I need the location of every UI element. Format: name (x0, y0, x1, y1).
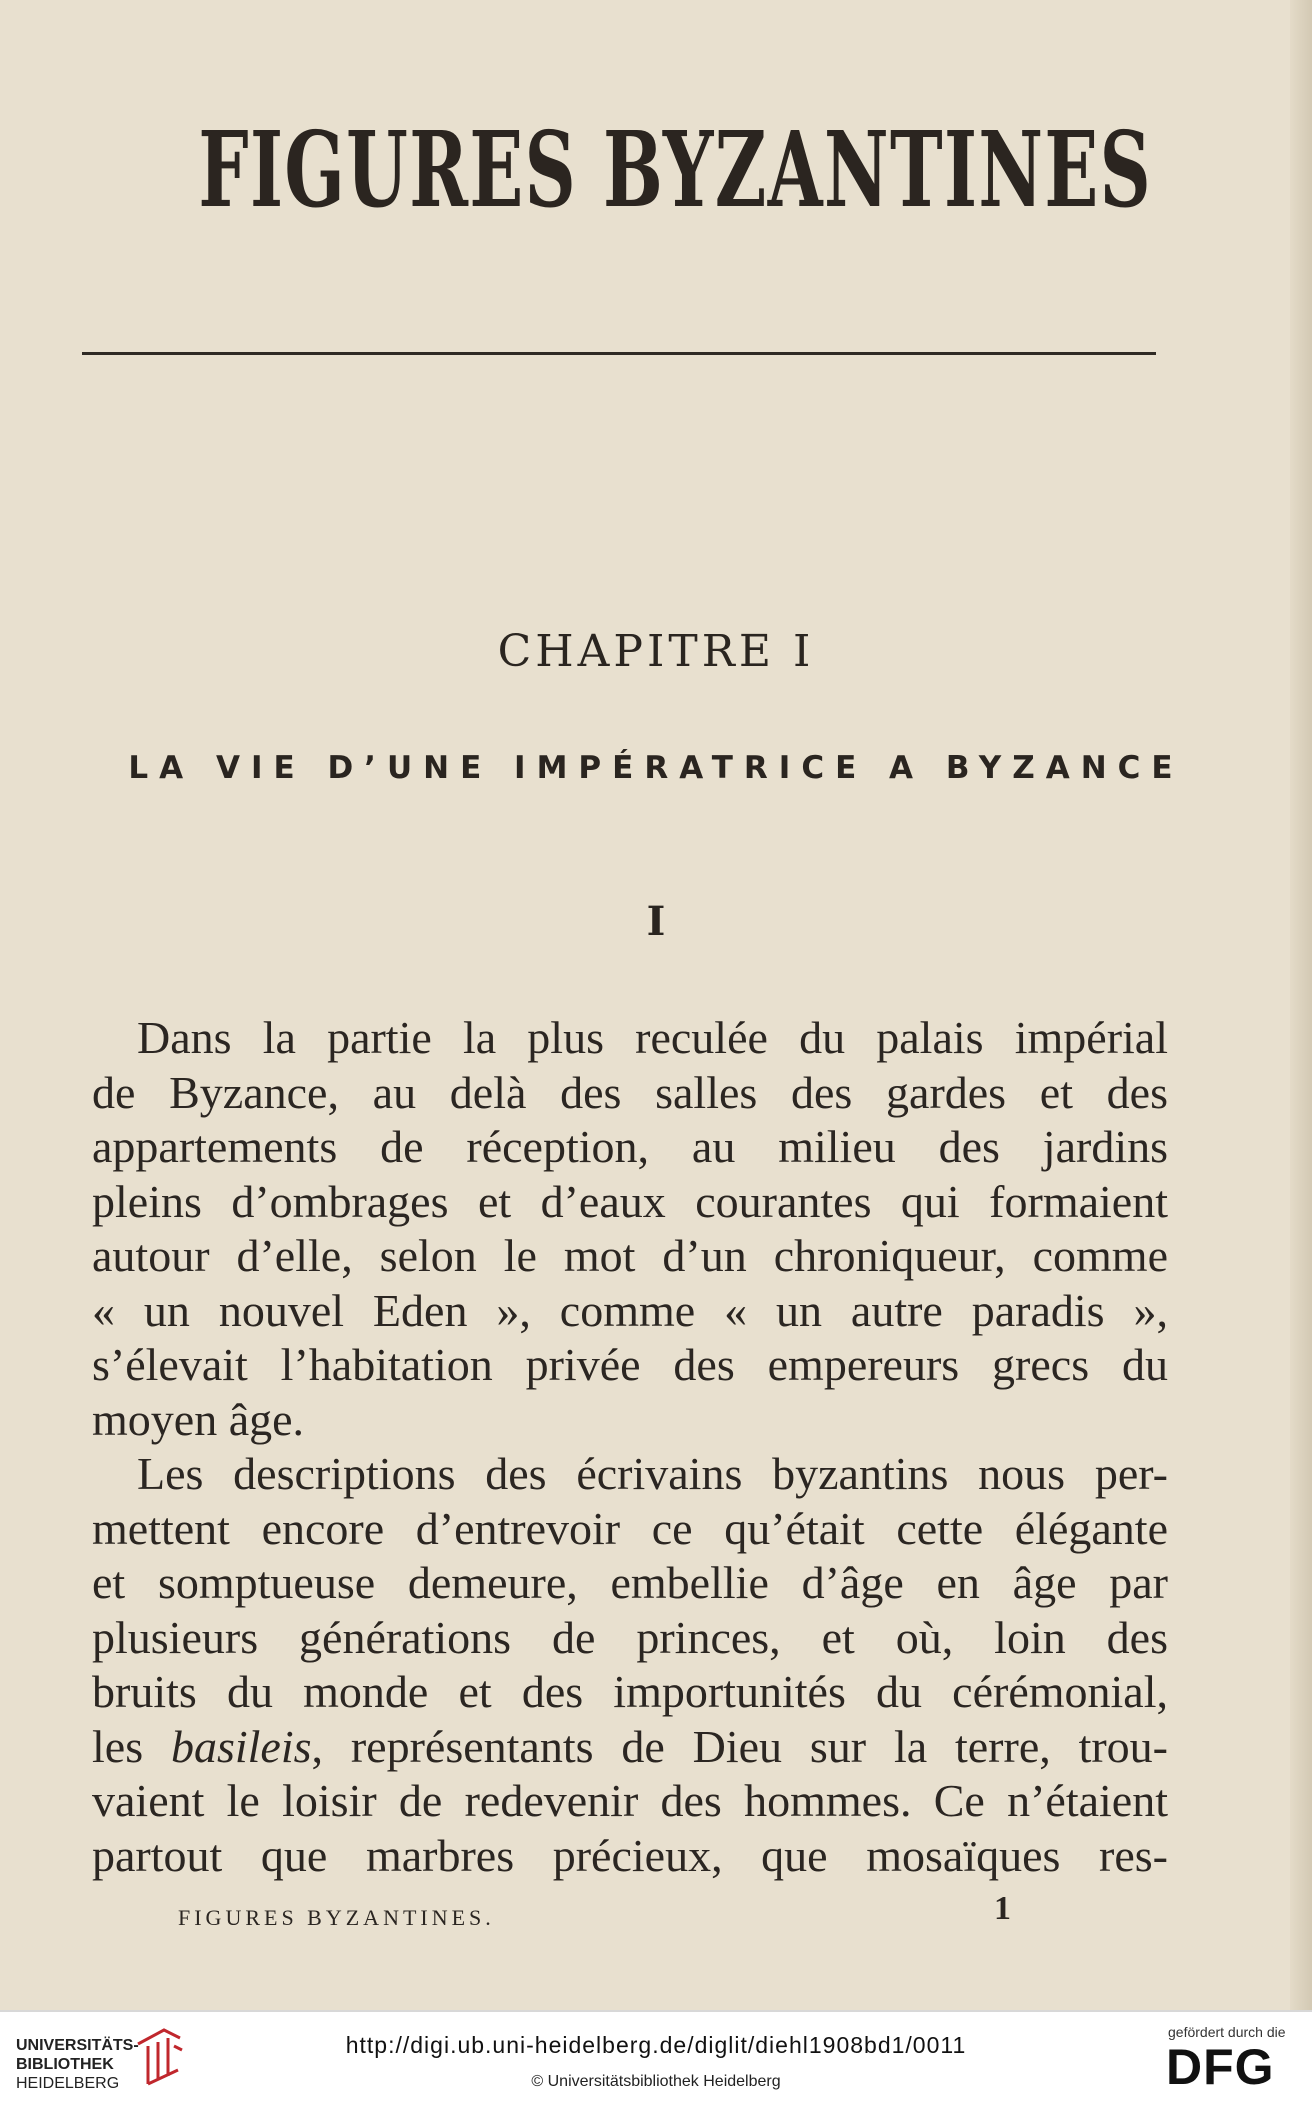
permalink-url[interactable]: http://digi.ub.uni-heidelberg.de/diglit/diehl1908bd1/0011 (345, 2032, 967, 2058)
text-line: s’élevait l’habitation privée des empereurs grecs du (92, 1339, 1168, 1390)
text-line-mixed (92, 1720, 1168, 1775)
page-edge-shadow (1290, 0, 1312, 2010)
text-line: de Byzance, au delà des salles des gardes et des (92, 1066, 1168, 1118)
running-title: FIGURES BYZANTINES (198, 108, 1153, 231)
text-line: plusieurs générations de princes, et où, loin des (92, 1611, 1168, 1663)
text-line: « un nouvel Eden », comme « un autre paradis », (92, 1284, 1168, 1336)
text-line: bruits du monde et des importunités du cérémonial, (92, 1666, 1168, 1717)
text-line: mettent encore d’entrevoir ce qu’était cette élégante (92, 1502, 1168, 1554)
body-text (92, 1011, 1168, 1883)
title-rule (82, 352, 1156, 355)
text-run: les (92, 1720, 144, 1772)
chapter-title: LA VIE D’UNE IMPÉRATRICE A BYZANCE (128, 750, 1184, 786)
text-line: Les descriptions des écrivains byzantins nous per- (137, 1448, 1168, 1499)
digitization-banner (0, 2010, 1312, 2112)
funder-caption: gefördert durch die (1168, 2024, 1286, 2040)
text-run: , représentants de Dieu sur la terre, trou- (311, 1720, 1168, 1772)
italic-word: basileis (170, 1720, 312, 1772)
library-name-line1: UNIVERSITÄTS- (16, 2037, 139, 2054)
library-name-line2: BIBLIOTHEK (16, 2056, 114, 2073)
text-line: autour d’elle, selon le mot d’un chroniqueur, comme (92, 1230, 1168, 1281)
dfg-logo[interactable]: DFG (1166, 2039, 1275, 2095)
text-line: moyen âge. (92, 1393, 305, 1445)
text-line: et somptueuse demeure, embellie d’âge en âge par (92, 1557, 1168, 1608)
copyright-notice: © Universitätsbibliothek Heidelberg (531, 2073, 781, 2090)
page-number: 1 (994, 1890, 1011, 1927)
library-name-line3: HEIDELBERG (16, 2075, 120, 2092)
text-line: partout que marbres précieux, que mosaïques res- (92, 1829, 1168, 1881)
section-numeral: I (646, 898, 666, 945)
text-line: appartements de réception, au milieu des jardins (92, 1121, 1168, 1172)
text-line: Dans la partie la plus reculée du palais impérial (137, 1012, 1168, 1063)
text-line: vaient le loisir de redevenir des hommes. Ce n’étaient (92, 1775, 1168, 1826)
footer-running-title: FIGURES BYZANTINES. (178, 1905, 495, 1930)
text-line: pleins d’ombrages et d’eaux courantes qui formaient (92, 1175, 1168, 1227)
chapter-number: CHAPITRE I (497, 626, 815, 677)
